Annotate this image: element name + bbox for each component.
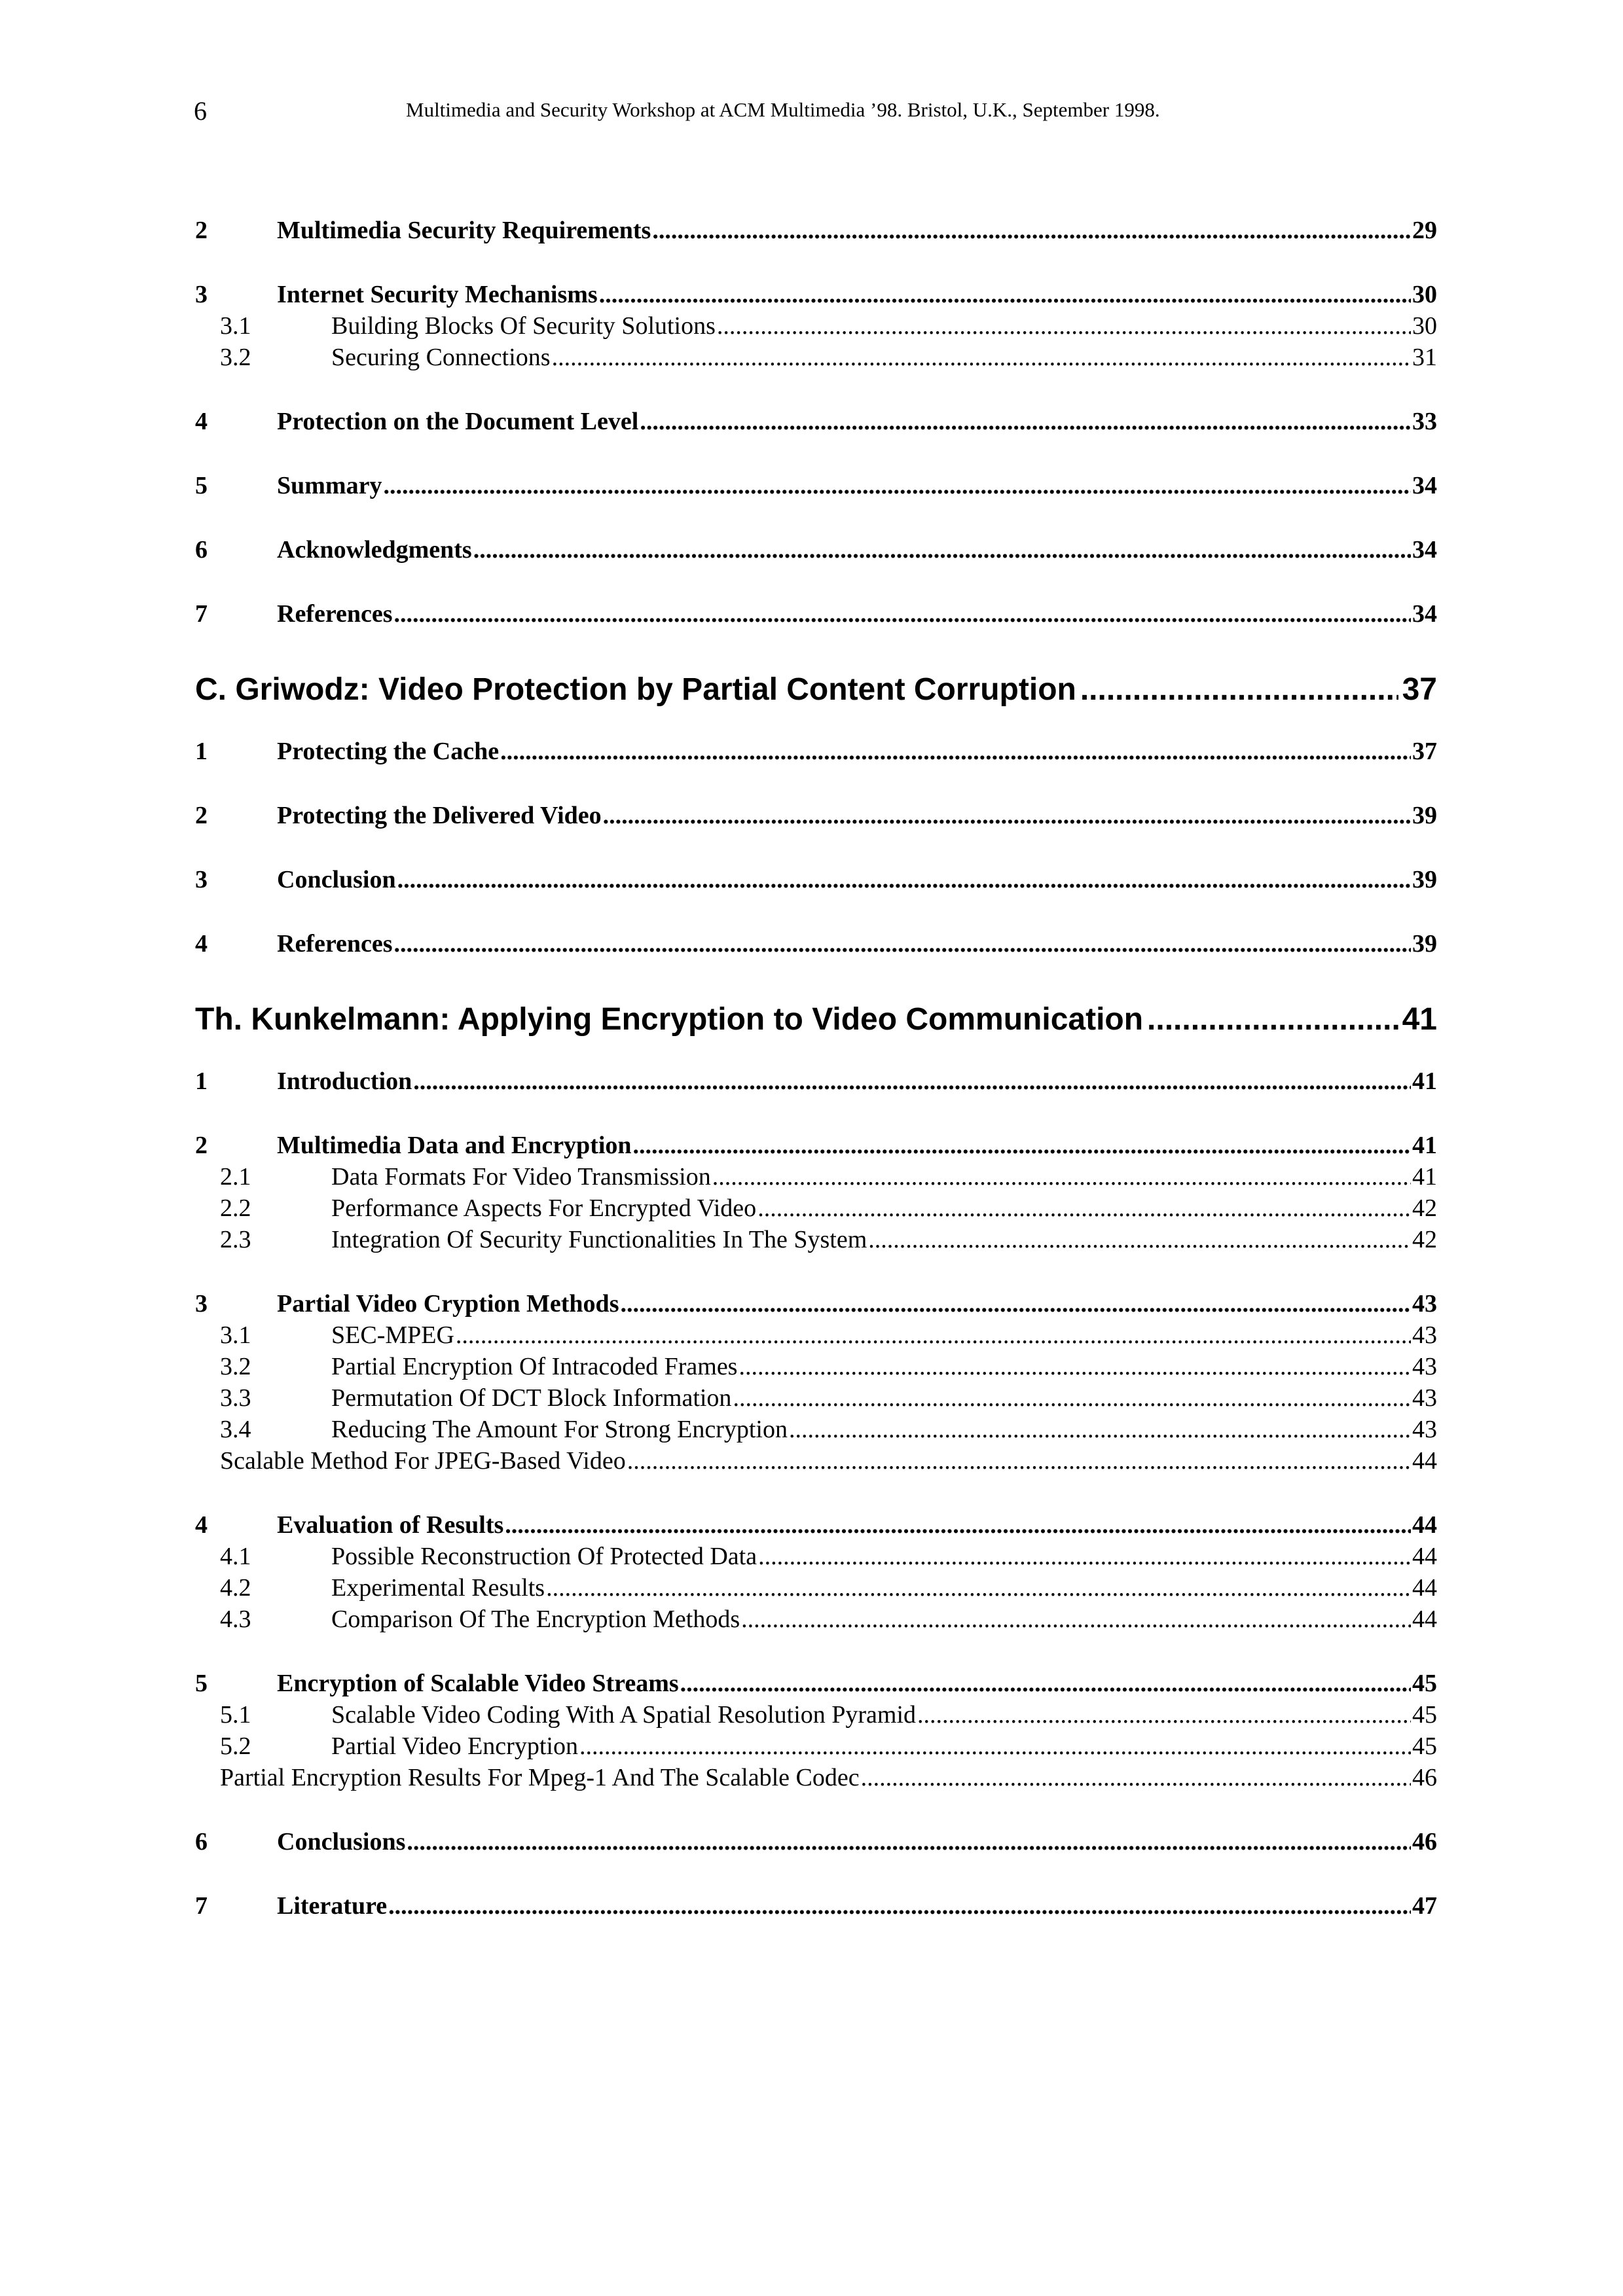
toc-entry-page: 43 — [1412, 1416, 1437, 1443]
dot-leader — [388, 1890, 1411, 1922]
dot-leader — [633, 1130, 1411, 1161]
toc-entry-number: 2.3 — [220, 1226, 251, 1253]
toc-entry-page: 30 — [1412, 312, 1437, 340]
toc-spacer — [195, 1857, 1437, 1890]
toc-entry-page: 37 — [1412, 738, 1437, 765]
toc-entry-page: 34 — [1412, 536, 1437, 564]
toc-entry[interactable] — [195, 215, 1437, 246]
dot-leader — [868, 1224, 1411, 1255]
running-head: Multimedia and Security Workshop at ACM Multimedia ’98. Bristol, U.K., September 1998. — [406, 98, 1160, 121]
toc-entry-page: 41 — [1402, 1002, 1437, 1037]
toc-entry-page: 39 — [1412, 802, 1437, 829]
toc-spacer — [195, 895, 1437, 928]
dot-leader — [680, 1668, 1411, 1699]
dot-leader — [500, 736, 1411, 767]
toc-entry-number: 5.2 — [220, 1732, 251, 1760]
dot-leader — [917, 1699, 1411, 1731]
toc-entry-title: Experimental Results — [331, 1574, 545, 1602]
toc-entry-number: 6 — [195, 536, 208, 564]
toc-entry-page: 42 — [1412, 1194, 1437, 1222]
toc-entry-title: Protecting the Delivered Video — [277, 802, 602, 829]
toc-entry[interactable] — [195, 1541, 1437, 1572]
toc-entry[interactable] — [195, 1699, 1437, 1731]
toc-entry-number: 4 — [195, 408, 208, 435]
toc-entry[interactable] — [195, 1890, 1437, 1922]
toc-spacer — [195, 1097, 1437, 1130]
toc-entry-page: 43 — [1412, 1321, 1437, 1349]
dot-leader — [579, 1731, 1411, 1762]
toc-spacer — [195, 831, 1437, 864]
toc-entry-page: 45 — [1412, 1701, 1437, 1729]
toc-entry[interactable] — [195, 310, 1437, 342]
toc-entry-page: 44 — [1412, 1447, 1437, 1475]
dot-leader — [456, 1319, 1411, 1351]
toc-entry-number: 5.1 — [220, 1701, 251, 1729]
dot-leader — [505, 1509, 1411, 1541]
dot-leader — [552, 342, 1411, 373]
toc-entry-page: 33 — [1412, 408, 1437, 435]
toc-entry-title: Literature — [277, 1892, 388, 1920]
dot-leader — [652, 215, 1411, 246]
toc-entry[interactable] — [195, 1161, 1437, 1193]
page-header — [0, 0, 1623, 196]
toc-entry-page: 41 — [1412, 1067, 1437, 1095]
toc-entry-number: 3.1 — [220, 312, 251, 340]
toc-entry[interactable] — [195, 470, 1437, 501]
toc-entry[interactable] — [195, 1826, 1437, 1857]
toc-entry-number: 1 — [195, 1067, 208, 1095]
dot-leader — [640, 406, 1411, 437]
toc-entry-title: Acknowledgments — [277, 536, 472, 564]
toc-spacer — [195, 1255, 1437, 1288]
toc-spacer — [195, 1477, 1437, 1509]
dot-leader — [413, 1066, 1411, 1097]
toc-entry-page: 43 — [1412, 1353, 1437, 1380]
toc-entry-page: 42 — [1412, 1226, 1437, 1253]
toc-entry[interactable] — [195, 1130, 1437, 1161]
toc-entry-title: Permutation Of DCT Block Information — [331, 1384, 732, 1412]
dot-leader — [712, 1161, 1411, 1193]
toc-entry-number: 2.2 — [220, 1194, 251, 1222]
toc-entry-title: Partial Encryption Of Intracoded Frames — [331, 1353, 738, 1380]
toc-entry-page: 30 — [1412, 281, 1437, 308]
toc-entry-title: Multimedia Data and Encryption — [277, 1132, 632, 1159]
toc-entry[interactable] — [195, 928, 1437, 960]
toc-entry-page: 47 — [1412, 1892, 1437, 1920]
toc-entry[interactable] — [195, 1572, 1437, 1604]
toc-entry-title: C. Griwodz: Video Protection by Partial Content Corruption — [195, 672, 1076, 707]
toc-entry-number: 4.1 — [220, 1543, 251, 1570]
toc-entry-number: 7 — [195, 600, 208, 628]
dot-leader — [397, 864, 1411, 895]
toc-entry-number: 3 — [195, 866, 208, 893]
toc-entry[interactable] — [195, 1066, 1437, 1097]
toc-entry-title: Scalable Video Coding With A Spatial Resolution Pyramid — [331, 1701, 917, 1729]
toc-entry-title: Partial Video Cryption Methods — [277, 1290, 619, 1318]
toc-entry-page: 41 — [1412, 1163, 1437, 1191]
toc-spacer — [195, 246, 1437, 279]
toc-entry-number: 1 — [195, 738, 208, 765]
toc-entry-title: Th. Kunkelmann: Applying Encryption to Video Communication — [195, 1002, 1144, 1037]
toc-entry[interactable] — [195, 534, 1437, 565]
dot-leader — [1147, 999, 1398, 1041]
toc-entry-title: Scalable Method For JPEG-Based Video — [220, 1447, 626, 1475]
toc-entry-title: Conclusion — [277, 866, 396, 893]
toc-entry-title: Summary — [277, 472, 382, 499]
toc-entry-title: Conclusions — [277, 1828, 406, 1856]
toc-spacer — [195, 767, 1437, 800]
toc-entry[interactable] — [195, 1445, 1437, 1477]
toc-entry-title: Multimedia Security Requirements — [277, 217, 651, 244]
toc-entry-page: 31 — [1412, 344, 1437, 371]
toc-entry-title: SEC-MPEG — [331, 1321, 454, 1349]
dot-leader — [739, 1351, 1411, 1382]
toc-entry-page: 34 — [1412, 472, 1437, 499]
toc-entry-page: 45 — [1412, 1670, 1437, 1697]
toc-entry-number: 2 — [195, 1132, 208, 1159]
toc-entry-title: Encryption of Scalable Video Streams — [277, 1670, 679, 1697]
toc-entry[interactable] — [195, 1193, 1437, 1224]
toc-spacer — [195, 565, 1437, 598]
dot-leader — [757, 1193, 1411, 1224]
toc-spacer — [195, 501, 1437, 534]
toc-entry-page: 41 — [1412, 1132, 1437, 1159]
toc-entry-page: 44 — [1412, 1605, 1437, 1633]
toc-entry-title: Reducing The Amount For Strong Encryption — [331, 1416, 788, 1443]
toc-entry-title: Evaluation of Results — [277, 1511, 504, 1539]
toc-entry-number: 2 — [195, 802, 208, 829]
toc-entry[interactable] — [195, 1604, 1437, 1635]
toc-entry[interactable] — [195, 342, 1437, 373]
page-number: 6 — [194, 96, 207, 126]
toc-entry[interactable] — [195, 1224, 1437, 1255]
dot-leader — [407, 1826, 1411, 1857]
toc-spacer — [195, 373, 1437, 406]
dot-leader — [394, 928, 1411, 960]
toc-entry[interactable] — [195, 1414, 1437, 1445]
toc-entry[interactable] — [195, 800, 1437, 831]
toc-entry-page: 46 — [1412, 1828, 1437, 1856]
toc-entry-title: Securing Connections — [331, 344, 551, 371]
dot-leader — [741, 1604, 1411, 1635]
toc-entry-page: 44 — [1412, 1511, 1437, 1539]
toc-entry-number: 3.4 — [220, 1416, 251, 1443]
toc-entry[interactable] — [195, 1509, 1437, 1541]
dot-leader — [733, 1382, 1411, 1414]
toc-entry-number: 3.2 — [220, 1353, 251, 1380]
toc-spacer — [195, 1635, 1437, 1668]
dot-leader — [394, 598, 1411, 630]
toc-entry-title: References — [277, 600, 393, 628]
toc-entry-title: References — [277, 930, 393, 958]
toc-entry-page: 39 — [1412, 866, 1437, 893]
toc-entry-number: 3.2 — [220, 344, 251, 371]
toc-entry-number: 2.1 — [220, 1163, 251, 1191]
toc-entry-number: 3.1 — [220, 1321, 251, 1349]
toc-entry-title: Protecting the Cache — [277, 738, 500, 765]
toc-entry[interactable] — [195, 1731, 1437, 1762]
toc-entry-page: 46 — [1412, 1764, 1437, 1791]
toc-entry-title: Partial Video Encryption — [331, 1732, 578, 1760]
toc-spacer — [195, 1041, 1437, 1066]
dot-leader — [758, 1541, 1411, 1572]
toc-entry-number: 2 — [195, 217, 208, 244]
toc-entry[interactable] — [195, 279, 1437, 310]
table-of-contents — [195, 215, 1437, 1922]
toc-entry-page: 29 — [1412, 217, 1437, 244]
toc-entry-page: 44 — [1412, 1543, 1437, 1570]
toc-entry-title: Integration Of Security Functionalities In The System — [331, 1226, 867, 1253]
toc-entry-number: 7 — [195, 1892, 208, 1920]
dot-leader — [383, 470, 1411, 501]
toc-entry-page: 37 — [1402, 672, 1437, 707]
toc-entry-number: 5 — [195, 472, 208, 499]
dot-leader — [789, 1414, 1411, 1445]
toc-entry-page: 43 — [1412, 1290, 1437, 1318]
dot-leader — [620, 1288, 1411, 1319]
toc-entry[interactable] — [195, 1762, 1437, 1793]
toc-spacer — [195, 1793, 1437, 1826]
toc-entry-title: Internet Security Mechanisms — [277, 281, 598, 308]
toc-entry[interactable] — [195, 1668, 1437, 1699]
toc-entry-number: 3 — [195, 281, 208, 308]
toc-entry-page: 44 — [1412, 1574, 1437, 1602]
toc-entry[interactable] — [195, 1382, 1437, 1414]
toc-spacer — [195, 960, 1437, 999]
dot-leader — [599, 279, 1411, 310]
toc-article-entry[interactable] — [195, 999, 1437, 1041]
toc-entry-title: Protection on the Document Level — [277, 408, 639, 435]
toc-spacer — [195, 437, 1437, 470]
toc-entry-title: Comparison Of The Encryption Methods — [331, 1605, 740, 1633]
dot-leader — [717, 310, 1411, 342]
toc-entry-page: 45 — [1412, 1732, 1437, 1760]
dot-leader — [1080, 669, 1398, 711]
toc-entry-number: 4 — [195, 1511, 208, 1539]
toc-entry[interactable] — [195, 1288, 1437, 1319]
toc-entry-page: 39 — [1412, 930, 1437, 958]
dot-leader — [627, 1445, 1411, 1477]
toc-entry-number: 4.2 — [220, 1574, 251, 1602]
dot-leader — [473, 534, 1411, 565]
toc-entry-title: Possible Reconstruction Of Protected Data — [331, 1543, 757, 1570]
toc-entry-title: Building Blocks Of Security Solutions — [331, 312, 716, 340]
toc-entry[interactable] — [195, 598, 1437, 630]
dot-leader — [546, 1572, 1411, 1604]
toc-entry-number: 6 — [195, 1828, 208, 1856]
toc-entry-page: 34 — [1412, 600, 1437, 628]
toc-entry-number: 5 — [195, 1670, 208, 1697]
toc-entry-title: Data Formats For Video Transmission — [331, 1163, 711, 1191]
toc-entry-number: 3.3 — [220, 1384, 251, 1412]
toc-entry[interactable] — [195, 1319, 1437, 1351]
toc-entry-title: Introduction — [277, 1067, 412, 1095]
toc-entry-number: 3 — [195, 1290, 208, 1318]
toc-entry-number: 4 — [195, 930, 208, 958]
toc-entry[interactable] — [195, 406, 1437, 437]
toc-entry[interactable] — [195, 736, 1437, 767]
toc-entry[interactable] — [195, 864, 1437, 895]
toc-article-entry[interactable] — [195, 669, 1437, 711]
toc-entry-title: Performance Aspects For Encrypted Video — [331, 1194, 757, 1222]
toc-entry-title: Partial Encryption Results For Mpeg-1 And The Scalable Codec — [220, 1764, 860, 1791]
toc-spacer — [195, 711, 1437, 736]
dot-leader — [861, 1762, 1411, 1793]
toc-entry[interactable] — [195, 1351, 1437, 1382]
toc-entry-number: 4.3 — [220, 1605, 251, 1633]
toc-spacer — [195, 630, 1437, 669]
toc-entry-page: 43 — [1412, 1384, 1437, 1412]
dot-leader — [603, 800, 1411, 831]
